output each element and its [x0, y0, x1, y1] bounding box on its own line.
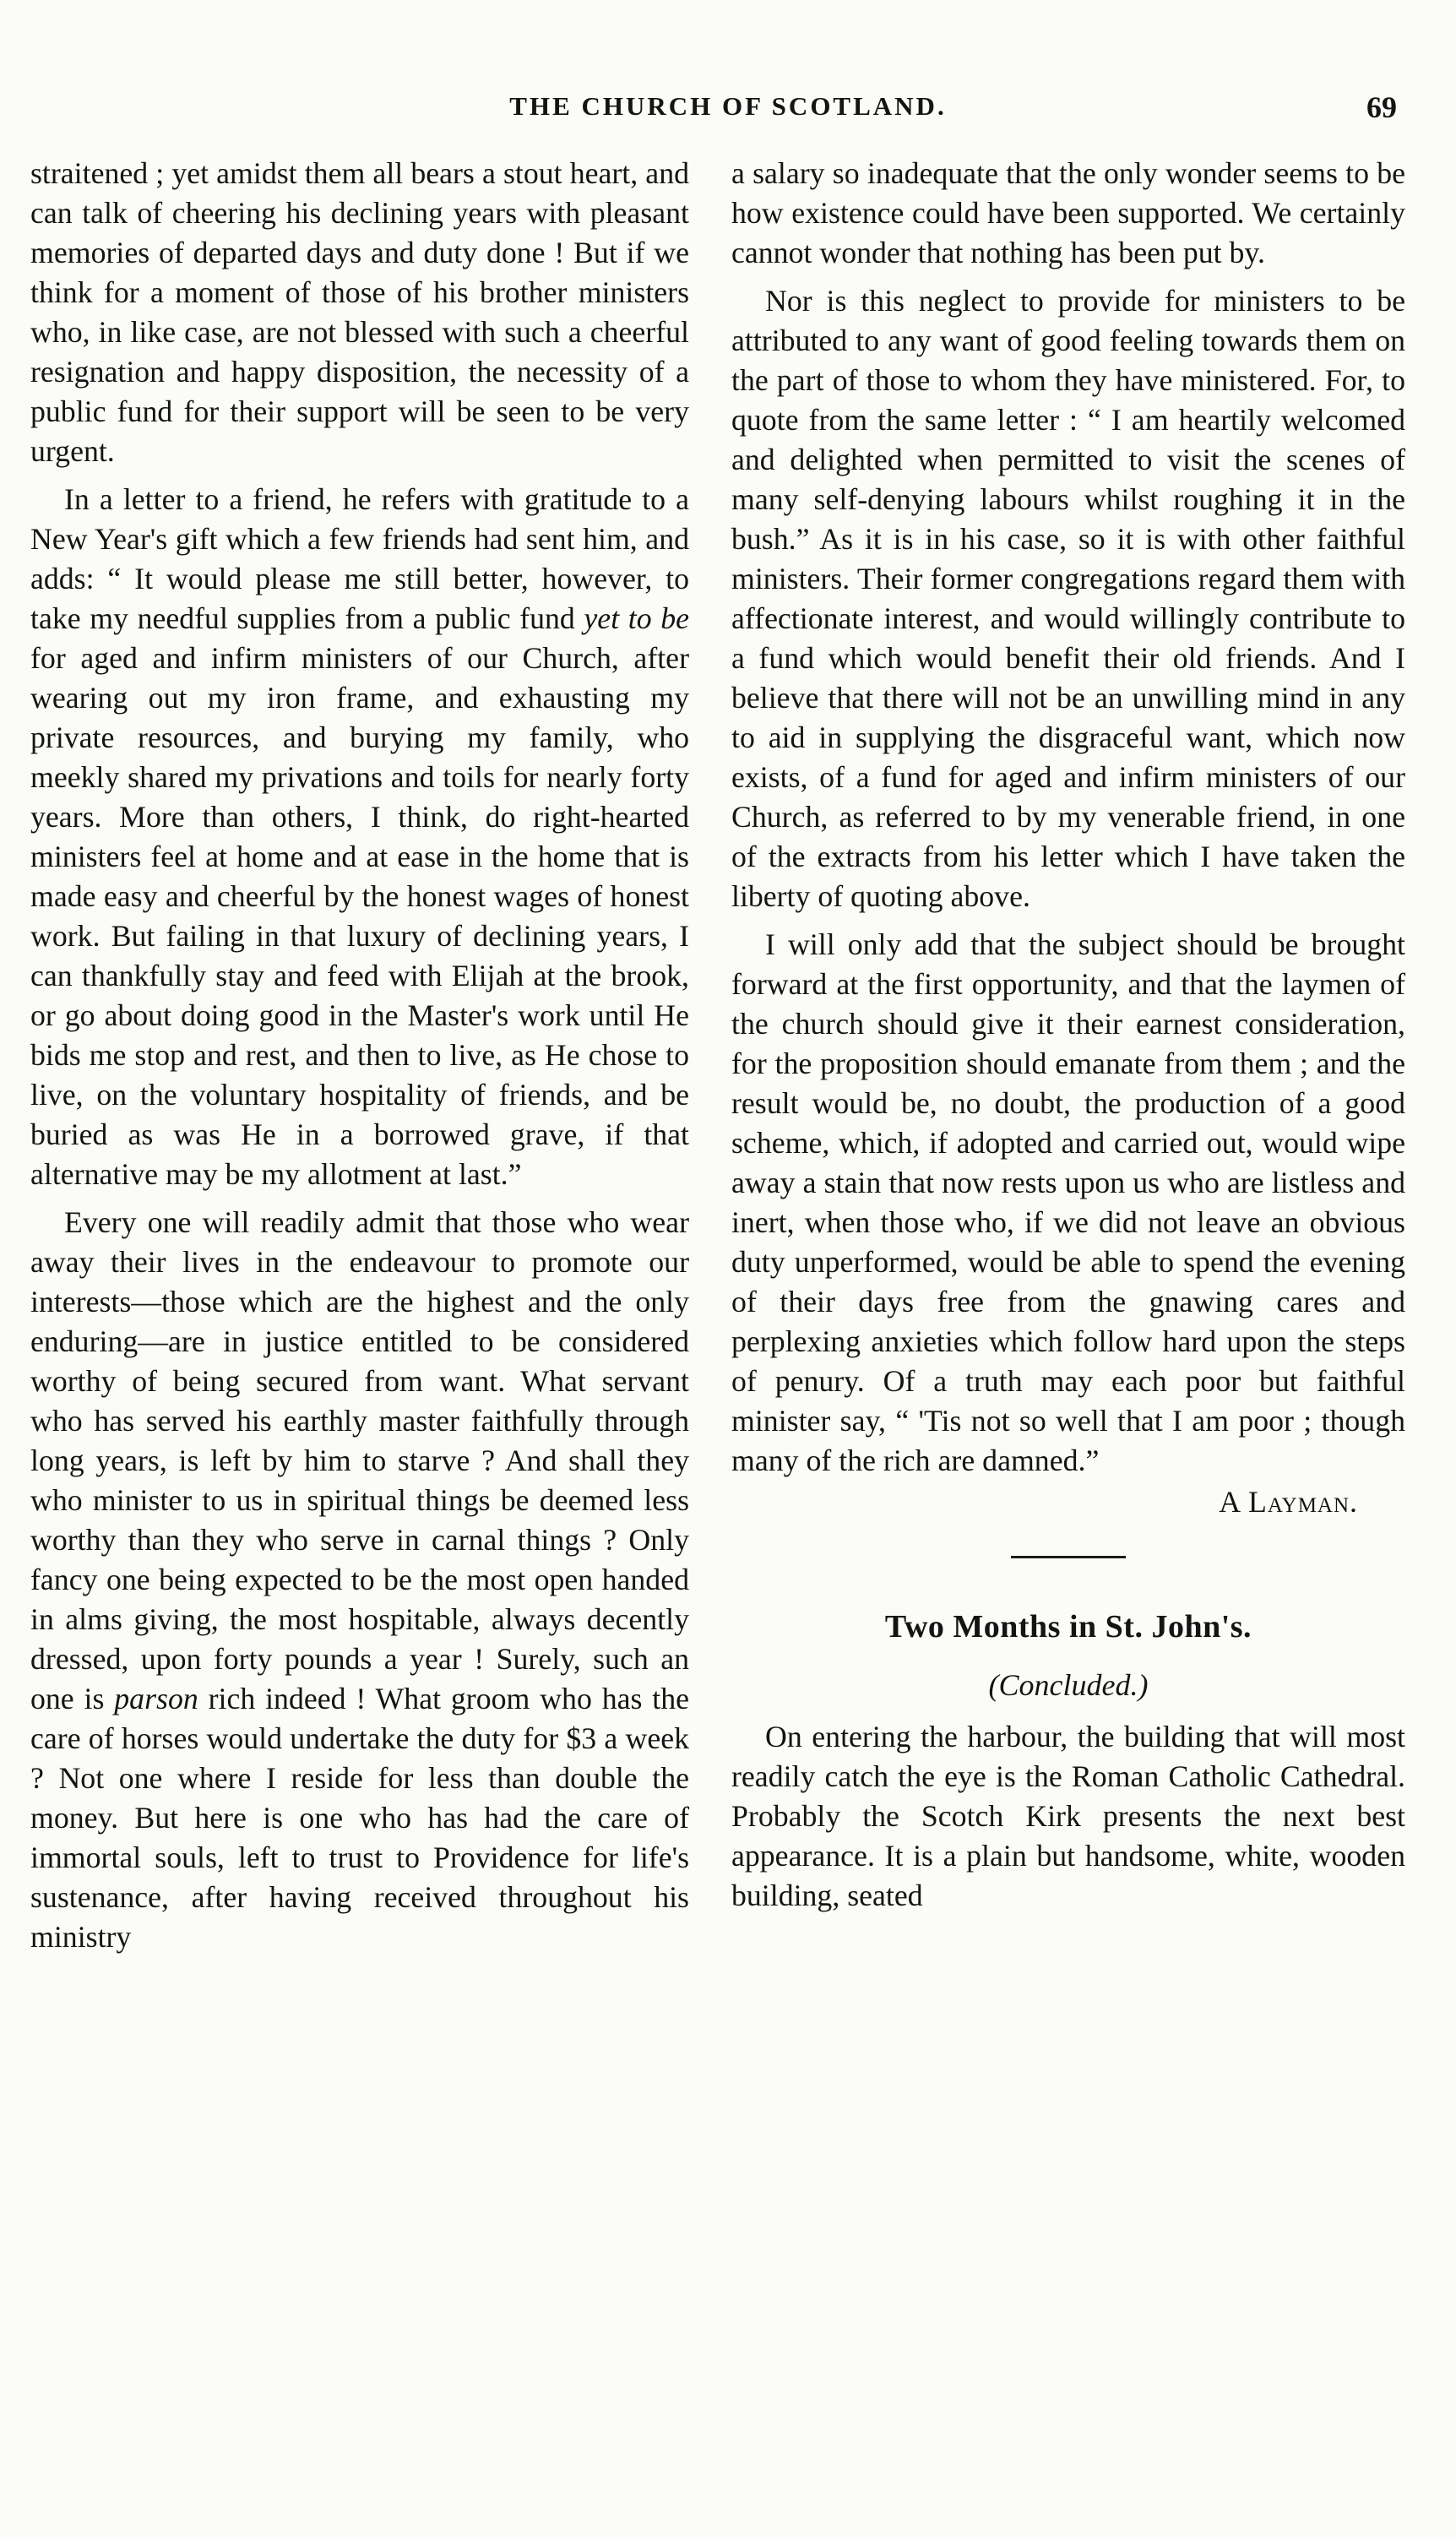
text-run: rich indeed ! What groom who has the care of horses would undertake the duty for $3 a week ? Not one where I reside for less than double the money. But here is one who has had the care of immortal souls, left to trust to Providence for life's sustenance, after having received throughout his ministry	[30, 1682, 690, 1954]
paragraph	[30, 1203, 689, 1957]
paragraph: straitened ; yet amidst them all bears a stout heart, and can talk of cheering his declining years with pleasant memories of departed days and duty done ! But if we think for a moment of those of his brother ministers who, in like case, are not blessed with such a cheerful resignation and happy disposition, the necessity of a public fund for their support will be seen to be very urgent.	[30, 156, 689, 468]
article-title: Two Months in St. John's.	[884, 1609, 1252, 1645]
left-column	[30, 154, 689, 1957]
signature: A Layman.	[1219, 1485, 1358, 1519]
paragraph: On entering the harbour, the building that will most readily catch the eye is the Roman Catholic Cathedral. Probably the Scotch Kirk presents the next best appearance. It is a plain but handsome, white, wooden building, seated	[731, 1720, 1405, 1912]
paragraph: a salary so inadequate that the only wonder seems to be how existence could have been supported. We certainly cannot wonder that nothing has been put by.	[731, 156, 1405, 269]
right-column	[731, 154, 1405, 1916]
running-title: THE CHURCH OF SCOTLAND.	[509, 91, 947, 121]
italic-text: yet to be	[584, 601, 689, 635]
paragraph: Nor is this neglect to provide for ministers to be attributed to any want of good feeling towards them on the part of those to whom they have ministered. For, to quote from the same letter : “ I am heartily welcomed and delighted when permitted to visit the scenes of many self-denying labours whilst roughing it in the bush.” As it is in his case, so it is with other faithful ministers. Their former congregations regard them with affectionate interest, and would willingly contribute to a fund which would benefit their old friends. And I believe that there will not be an unwilling mind in any to aid in supplying the disgraceful want, which now exists, of a fund for aged and infirm ministers of our Church, as referred to by my venerable friend, in one of the extracts from his letter which I have taken the liberty of quoting above.	[731, 284, 1405, 913]
article-subtitle: (Concluded.)	[988, 1668, 1149, 1702]
text-run: for aged and infirm ministers of our Church, after wearing out my iron frame, and exhausting my private resources, and burying my family, who meekly shared my privations and toils for nearly forty years. More than others, I think, do right-hearted ministers feel at home and at ease in the home that is made easy and cheerful by the honest wages of honest work. But failing in that luxury of declining years, I can thankfully stay and feed with Elijah at the brook, or go about doing good in the Master's work until He bids me stop and rest, and then to live, as He chose to live, on the voluntary hospitality of friends, and be buried as was He in a borrowed grave, if that alternative may be my allotment at last.”	[30, 641, 689, 1191]
paragraph: I will only add that the subject should be brought forward at the first opportunity, and that the laymen of the church should give it their earnest consideration, for the proposition should emanate from them ; and the result would be, no doubt, the production of a good scheme, which, if adopted and carried out, would wipe away a stain that now rests upon us who are listless and inert, when those who, if we did not leave an obvious duty unperformed, would be able to spend the evening of their days free from the gnawing cares and perplexing anxieties which follow hard upon the steps of penury. Of a truth may each poor but faithful minister say, “ 'Tis not so well that I am poor ; though many of the rich are damned.”	[731, 927, 1405, 1477]
section-divider	[1011, 1556, 1126, 1558]
text-run: Every one will readily admit that those who wear away their lives in the endeavour to promote our interests—those which are the highest and the only enduring—are in justice entitled to be considered worthy of being secured from want. What servant who has served his earthly master faithfully through long years, is left by him to starve ? And shall they who minister to us in spiritual things be deemed less worthy than they who serve in carnal things ? Only fancy one being expected to be the most open handed in alms giving, the most hospitable, always decently dressed, upon forty pounds a year ! Surely, such an one is	[30, 1205, 689, 1715]
page-header	[0, 91, 1456, 133]
paragraph	[30, 480, 689, 1194]
italic-text: parson	[114, 1682, 198, 1715]
page-number: 69	[1366, 90, 1397, 124]
text-run: In a letter to a friend, he refers with gratitude to a New Year's gift which a few friends had sent him, and adds: “ It would please me still better, however, to take my needful supplies from a public fund	[30, 482, 689, 635]
